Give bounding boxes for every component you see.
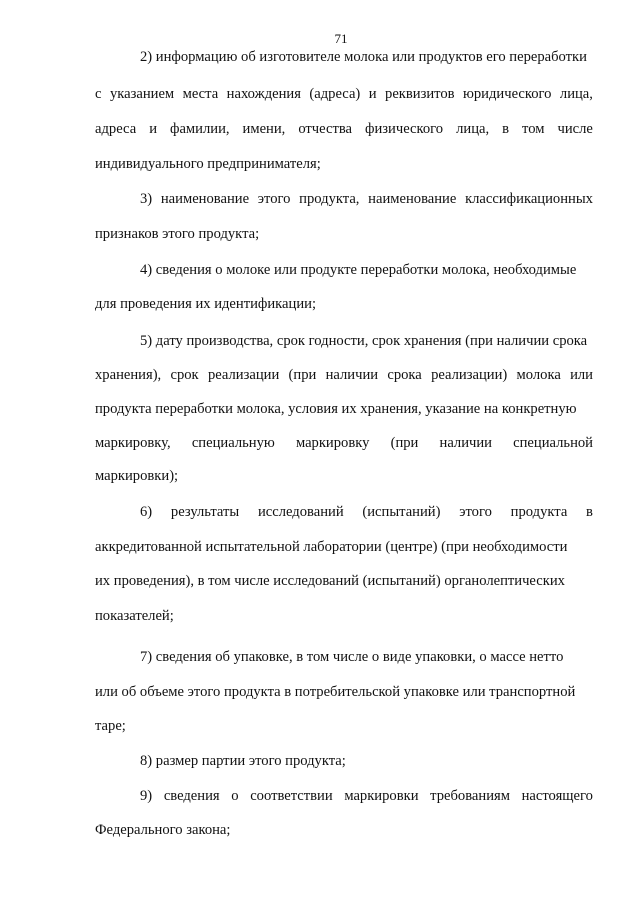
text-line: продукта переработки молока, условия их хранения, указание на конкретную — [95, 401, 577, 417]
text-line: или об объеме этого продукта в потребительской упаковке или транспортной — [95, 684, 576, 700]
text-line: адреса и фамилии, имени, отчества физического лица, в том числе — [95, 121, 593, 137]
text-line: с указанием места нахождения (адреса) и реквизитов юридического лица, — [95, 86, 593, 102]
page-number: 71 — [334, 31, 348, 46]
text-line: показателей; — [95, 608, 174, 624]
text-line: аккредитованной испытательной лаборатории (центре) (при необходимости — [95, 539, 568, 555]
text-line: их проведения), в том числе исследований (испытаний) органолептических — [95, 573, 565, 589]
text-line: маркировки); — [95, 468, 179, 484]
text-line: для проведения их идентификации; — [95, 296, 317, 312]
text-line: 8) размер партии этого продукта; — [140, 753, 346, 769]
text-line: 5) дату производства, срок годности, срок хранения (при наличии срока — [140, 333, 588, 349]
text-line: маркировку, специальную маркировку (при наличии специальной — [95, 435, 593, 451]
text-line: признаков этого продукта; — [95, 226, 260, 242]
text-line: хранения), срок реализации (при наличии срока реализации) молока или — [95, 367, 593, 383]
text-line: 3) наименование этого продукта, наименование классификационных — [140, 191, 593, 207]
text-line: индивидуального предпринимателя; — [95, 156, 321, 172]
text-line: 7) сведения об упаковке, в том числе о виде упаковки, о массе нетто — [140, 649, 564, 665]
text-line: Федерального закона; — [95, 822, 231, 838]
text-line: 2) информацию об изготовителе молока или продуктов его переработки — [140, 49, 587, 65]
text-line: таре; — [95, 718, 126, 734]
text-line: 9) сведения о соответствии маркировки требованиям настоящего — [140, 788, 593, 804]
text-line: 4) сведения о молоке или продукте переработки молока, необходимые — [140, 262, 577, 278]
text-line: 6) результаты исследований (испытаний) этого продукта в — [140, 504, 593, 520]
